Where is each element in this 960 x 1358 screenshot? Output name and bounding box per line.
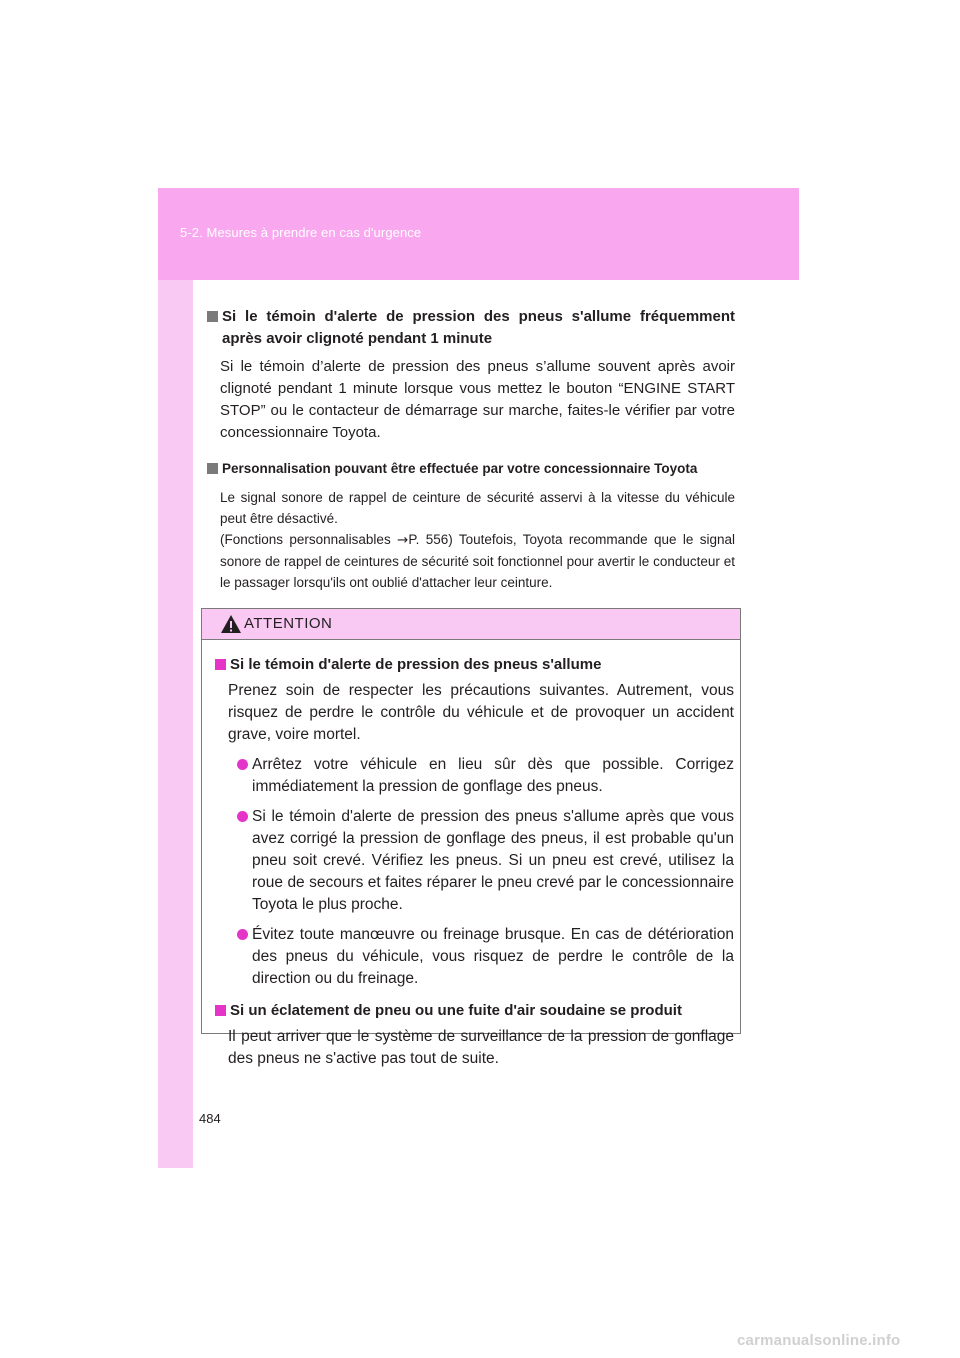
watermark: carmanualsonline.info [737,1332,901,1349]
section-heading: Si le témoin d'alerte de pression des pneus s'allume fréquemment après avoir clignoté pendant 1 minute [207,306,735,350]
warning-triangle-icon [220,614,242,634]
attention-text: Il peut arriver que le système de surveillance de la pression de gonflage des pneus ne s'active pas tout de suite. [228,1028,734,1067]
square-bullet-icon [215,659,226,670]
list-item: Évitez toute manœuvre ou freinage brusque. En cas de détérioration des pneus du véhicule, vous risquez de perdre le contrôle de la direction ou du freinage. [237,924,734,990]
section-text: Si le témoin d’alerte de pression des pneus s’allume souvent après avoir clignoté pendant 1 minute lorsque vous mettez le bouton “ENGINE START STOP” ou le contacteur de démarrage sur marche, faites-le vérifier par votre concessionnaire Toyota. [220,358,735,441]
round-bullet-icon [237,811,248,822]
list-item: Si le témoin d'alerte de pression des pneus s'allume après que vous avez corrigé la pression de gonflage des pneus, il est probable qu'un pneu soit crevé. Vérifiez les pneus. Si un pneu est crevé, utilisez la roue de secours et faites réparer le pneu crevé par le concessionnaire Toyota le plus proche. [237,806,734,916]
square-bullet-icon [207,463,218,474]
square-bullet-icon [215,1005,226,1016]
round-bullet-icon [237,759,248,770]
side-strip [158,280,193,1168]
attention-heading: Si le témoin d'alerte de pression des pneus s'allume [215,654,734,676]
section-text: Le signal sonore de rappel de ceinture de sécurité asservi à la vitesse du véhicule peut être désactivé. (Fonctions personnalisables →P. 556) Toutefois, Toyota recommande que le signal sonore de rappel de ceintures de sécurité soit fonctionnel pour avertir le conducteur et le passager lorsqu'ils ont oublié d'attacher leur ceinture. [220,490,736,590]
attention-title: ATTENTION [244,615,333,632]
square-bullet-icon [207,311,218,322]
attention-text: Prenez soin de respecter les précautions suivantes. Autrement, vous risquez de perdre le contrôle du véhicule et de provoquer un accident grave, voire mortel. [228,682,734,743]
attention-box [201,608,741,1067]
attention-header [202,609,740,640]
list-item: Arrêtez votre véhicule en lieu sûr dès que possible. Corrigez immédiatement la pression de gonflage des pneus. [237,754,734,798]
round-bullet-icon [237,929,248,940]
arrow-right-icon: → [397,532,409,548]
main-content [207,306,735,593]
section-header: 5-2. Mesures à prendre en cas d'urgence [180,225,422,240]
attention-body [202,640,740,1070]
page-number: 484 [199,1111,221,1126]
section-heading: Personnalisation pouvant être effectuée par votre concessionnaire Toyota [207,458,735,480]
attention-heading: Si un éclatement de pneu ou une fuite d'air soudaine se produit [215,1000,734,1022]
